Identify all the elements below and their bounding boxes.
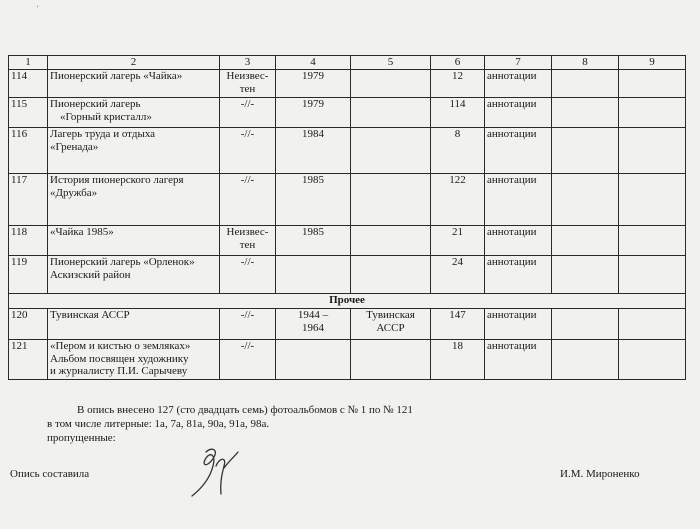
col-header: 8: [552, 56, 619, 70]
year-cell: [276, 256, 351, 294]
summary-block: [47, 403, 413, 445]
year-cell: [276, 309, 351, 340]
summary-total: В опись внесено 127 (сто двадцать семь) фотоальбомов с № 1 по № 121: [77, 404, 413, 416]
section-row: [9, 294, 686, 309]
empty-cell: [552, 98, 619, 128]
number-cell: 117: [9, 174, 48, 226]
empty-cell: [552, 226, 619, 256]
table-row: [9, 340, 686, 380]
description-cell: аннотации: [485, 309, 552, 340]
year-cell: [276, 98, 351, 128]
author-cell-line: -//-: [240, 128, 255, 140]
table-row: [9, 226, 686, 256]
number-cell: 116: [9, 128, 48, 174]
title-cell-line: Пионерский лагерь: [50, 98, 141, 110]
place-cell: [351, 256, 431, 294]
table-row: [9, 98, 686, 128]
count-cell: 18: [431, 340, 485, 380]
title-cell-line: История пионерского лагеря: [50, 174, 184, 186]
title-cell: [48, 98, 220, 128]
empty-cell: [552, 256, 619, 294]
table-row: [9, 174, 686, 226]
place-cell-line: Тувинская: [366, 309, 415, 321]
author-cell: [220, 256, 276, 294]
title-cell-line: Тувинская АССР: [50, 309, 130, 321]
title-cell-line: Пионерский лагерь «Орленок»: [50, 256, 195, 268]
place-cell: [351, 174, 431, 226]
title-cell: [48, 309, 220, 340]
compiled-by-label: Опись составила: [10, 468, 90, 480]
place-cell-line: АССР: [376, 321, 405, 334]
author-cell-line: -//-: [240, 98, 255, 110]
author-cell: [220, 128, 276, 174]
col-header: 6: [431, 56, 485, 70]
count-cell: 8: [431, 128, 485, 174]
count-cell: 114: [431, 98, 485, 128]
inventory-table: [8, 55, 686, 380]
title-cell-line: «Дружба»: [50, 186, 98, 199]
year-cell-line: 1964: [302, 321, 324, 334]
description-cell: аннотации: [485, 70, 552, 98]
description-cell: аннотации: [485, 174, 552, 226]
title-cell-line: Альбом посвящен художнику: [50, 352, 189, 365]
place-cell: [351, 340, 431, 380]
title-cell: [48, 70, 220, 98]
author-cell-line: тен: [239, 238, 256, 251]
empty-cell: [619, 256, 686, 294]
year-cell-line: 1984: [302, 128, 324, 140]
corner-mark: ': [37, 4, 39, 13]
title-cell-line: и журналисту П.И. Сарычеву: [50, 365, 188, 377]
place-cell: [351, 70, 431, 98]
year-cell: [276, 226, 351, 256]
place-cell: [351, 98, 431, 128]
description-cell: аннотации: [485, 128, 552, 174]
year-cell: [276, 70, 351, 98]
number-cell: 121: [9, 340, 48, 380]
author-cell: [220, 309, 276, 340]
year-cell-line: 1979: [302, 70, 324, 82]
number-cell: 114: [9, 70, 48, 98]
author-cell: [220, 98, 276, 128]
author-cell: [220, 226, 276, 256]
author-cell: [220, 70, 276, 98]
author-cell-line: -//-: [240, 340, 255, 352]
place-cell: [351, 309, 431, 340]
column-number-row: [9, 56, 686, 70]
title-cell-line: «Чайка 1985»: [50, 226, 114, 238]
count-cell: 147: [431, 309, 485, 340]
col-header: 7: [485, 56, 552, 70]
title-cell: [48, 174, 220, 226]
author-cell: [220, 340, 276, 380]
year-cell-line: 1979: [302, 98, 324, 110]
count-cell: 24: [431, 256, 485, 294]
author-cell-line: -//-: [240, 256, 255, 268]
title-cell: [48, 256, 220, 294]
section-title: Прочее: [9, 294, 686, 309]
title-cell: [48, 340, 220, 380]
title-cell-line: «Горный кристалл»: [60, 110, 152, 123]
number-cell: 118: [9, 226, 48, 256]
title-cell-line: Лагерь труда и отдыха: [50, 128, 156, 140]
col-header: 4: [276, 56, 351, 70]
empty-cell: [619, 128, 686, 174]
year-cell: [276, 128, 351, 174]
signer-name: И.М. Мироненко: [560, 468, 640, 480]
year-cell-line: 1944 –: [297, 309, 329, 321]
description-cell: аннотации: [485, 340, 552, 380]
empty-cell: [552, 70, 619, 98]
empty-cell: [552, 340, 619, 380]
year-cell-line: 1985: [302, 174, 324, 186]
summary-lettered: в том числе литерные: 1а, 7а, 81а, 90а, 91а, 98а.: [47, 418, 270, 430]
author-cell: [220, 174, 276, 226]
col-header: 1: [9, 56, 48, 70]
author-cell-line: -//-: [240, 309, 255, 321]
col-header: 3: [220, 56, 276, 70]
table-row: [9, 256, 686, 294]
title-cell-line: Пионерский лагерь «Чайка»: [50, 70, 183, 82]
table-row: [9, 128, 686, 174]
empty-cell: [619, 70, 686, 98]
title-cell: [48, 128, 220, 174]
empty-cell: [619, 226, 686, 256]
title-cell-line: Аскизский район: [50, 268, 131, 281]
empty-cell: [619, 98, 686, 128]
title-cell-line: «Гренада»: [50, 140, 99, 153]
author-cell-line: Неизвес-: [226, 70, 269, 82]
signature-image: [186, 444, 246, 502]
year-cell: [276, 174, 351, 226]
table-row: [9, 309, 686, 340]
empty-cell: [552, 174, 619, 226]
summary-missing: пропущенные:: [47, 432, 116, 444]
description-cell: аннотации: [485, 256, 552, 294]
count-cell: 122: [431, 174, 485, 226]
number-cell: 120: [9, 309, 48, 340]
description-cell: аннотации: [485, 98, 552, 128]
author-cell-line: -//-: [240, 174, 255, 186]
empty-cell: [552, 309, 619, 340]
title-cell: [48, 226, 220, 256]
author-cell-line: тен: [239, 82, 256, 95]
count-cell: 21: [431, 226, 485, 256]
count-cell: 12: [431, 70, 485, 98]
col-header: 2: [48, 56, 220, 70]
place-cell: [351, 226, 431, 256]
col-header: 5: [351, 56, 431, 70]
year-cell: [276, 340, 351, 380]
description-cell: аннотации: [485, 226, 552, 256]
empty-cell: [619, 309, 686, 340]
number-cell: 119: [9, 256, 48, 294]
title-cell-line: «Пером и кистью о земляках»: [50, 340, 191, 352]
year-cell-line: 1985: [302, 226, 324, 238]
empty-cell: [552, 128, 619, 174]
author-cell-line: Неизвес-: [226, 226, 269, 238]
col-header: 9: [619, 56, 686, 70]
number-cell: 115: [9, 98, 48, 128]
empty-cell: [619, 174, 686, 226]
empty-cell: [619, 340, 686, 380]
table-row: [9, 70, 686, 98]
place-cell: [351, 128, 431, 174]
